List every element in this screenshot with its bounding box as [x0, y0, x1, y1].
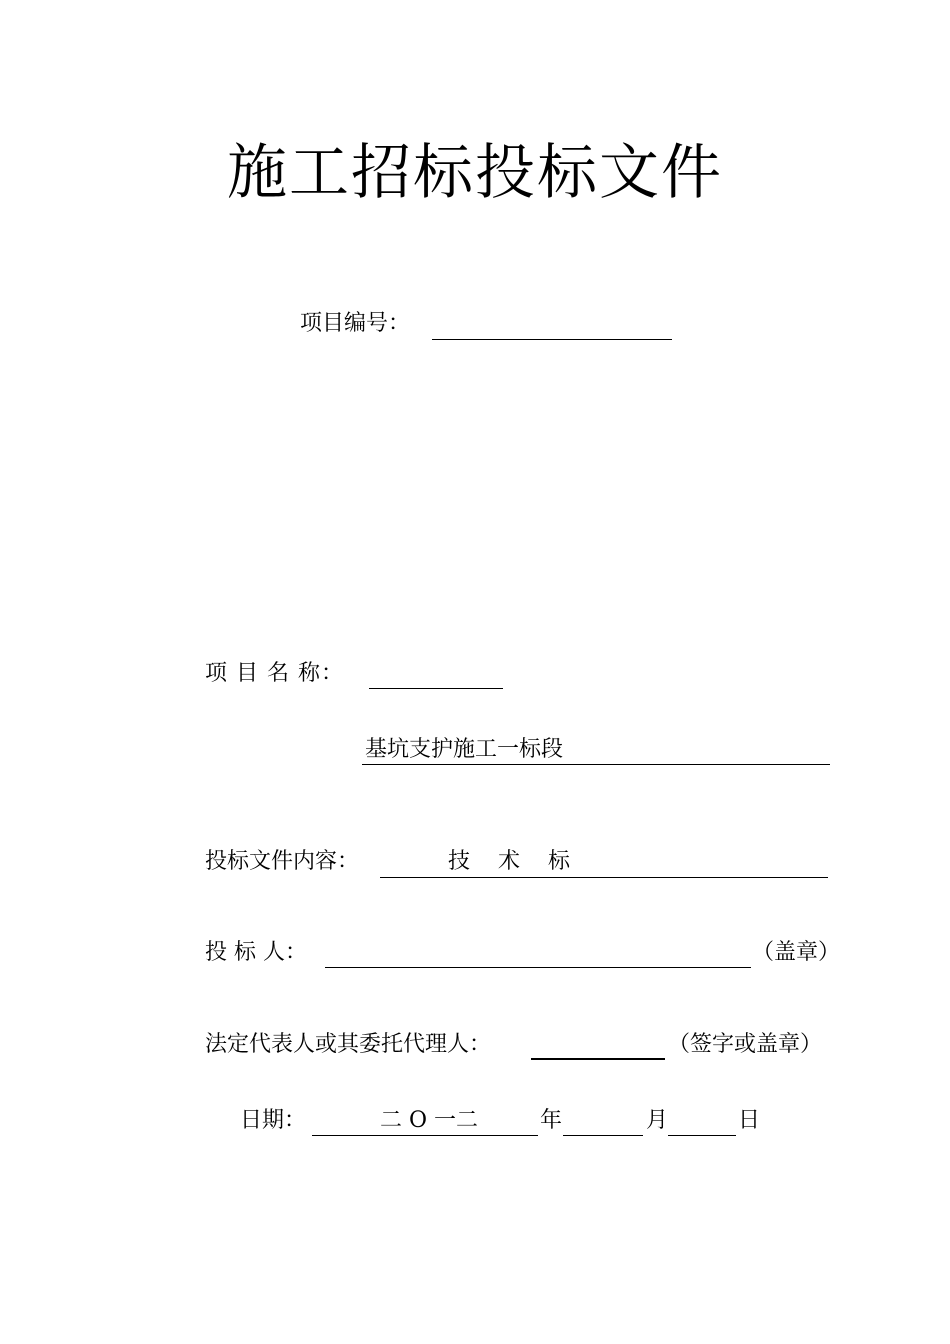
legal-representative-suffix: （签字或盖章） — [668, 1032, 823, 1057]
bid-content-value: 技 术 标 — [448, 849, 570, 874]
date-month-blank — [563, 1135, 643, 1136]
date-year-blank — [312, 1135, 538, 1136]
legal-representative-blank — [531, 1058, 665, 1060]
bid-content-underline — [380, 877, 828, 878]
project-name-label: 项 目 名 称： — [205, 661, 344, 686]
date-year-label: 年 — [540, 1108, 563, 1133]
legal-representative-label: 法定代表人或其委托代理人： — [205, 1032, 492, 1057]
date-month-label: 月 — [646, 1108, 669, 1133]
bidder-label: 投 标 人： — [205, 940, 307, 965]
project-name-underline — [362, 764, 830, 765]
date-day-label: 日 — [738, 1108, 761, 1133]
date-label: 日期： — [240, 1108, 307, 1133]
date-year-value: 二 O 一二 — [380, 1108, 479, 1133]
document-title: 施工招标投标文件 — [227, 138, 723, 208]
date-day-blank — [668, 1135, 736, 1136]
bidder-suffix: （盖章） — [752, 940, 841, 965]
bidder-blank — [325, 967, 751, 968]
project-number-label: 项目编号： — [300, 311, 411, 336]
project-name-value: 基坑支护施工一标段 — [365, 737, 564, 762]
bid-content-label: 投标文件内容： — [205, 849, 360, 874]
project-name-blank-upper — [369, 688, 503, 689]
project-number-blank — [432, 339, 672, 340]
